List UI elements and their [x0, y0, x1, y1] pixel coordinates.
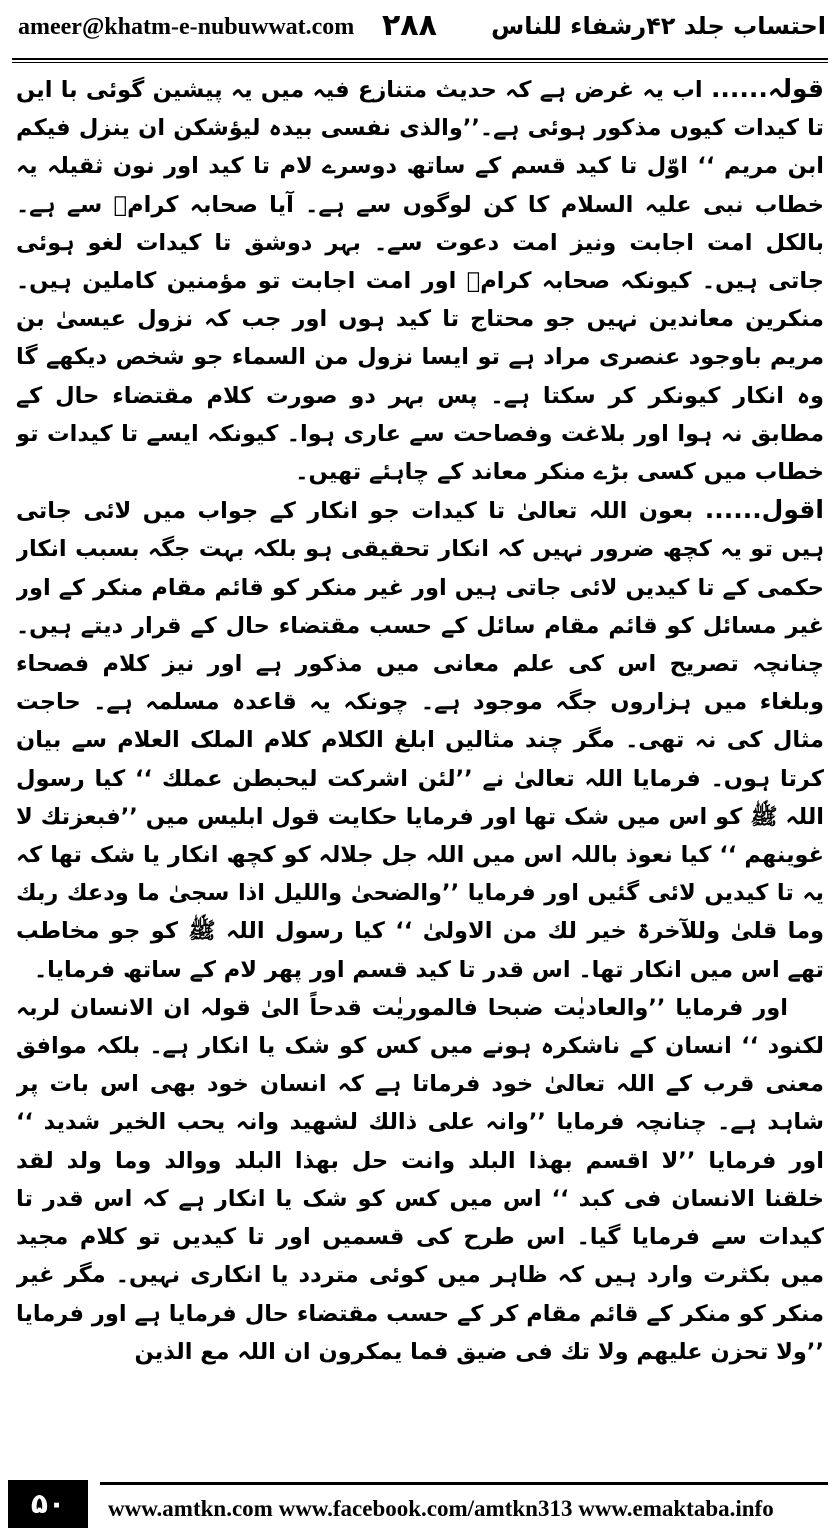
header-page-number: ۲۸۸	[382, 8, 437, 43]
footer-page-number: ۵۰	[8, 1480, 88, 1528]
header-divider	[12, 58, 828, 63]
body-text	[16, 70, 824, 1470]
header-book-title: احتساب جلد ۴۲رشفاء للناس	[491, 12, 826, 40]
footer-divider	[100, 1482, 828, 1485]
footer-website-links: www.amtkn.com www.facebook.com/amtkn313 www.emaktaba.info	[108, 1496, 774, 1521]
paragraph-qaulahu	[16, 70, 824, 491]
page-header	[0, 0, 840, 58]
paragraph-aqoolu	[16, 491, 824, 989]
paragraph-label: اقول......	[704, 495, 824, 525]
paragraph-label: قولہ......	[710, 74, 824, 103]
page-footer	[0, 1472, 840, 1540]
paragraph-text: اب یہ غرض ہے کہ حدیث متنازع فیہ میں یہ پیشین گوئی با ایں تا کیدات کیوں مذکور ہوئی ہے۔’’والذی نفسی بیدہ لیؤشکن ان ینزل فیکم ابن مریم ‘‘ اوّل تا کید قسم کے ساتھ دوسرے لام تا کید اور نون ثقیلہ یہ خطاب نبی علیہ السلام کا کن لوگوں سے ہے۔ آیا صحابہ کرامؓ سے ہے۔ بالکل امت اجابت ونیز امت دعوت سے۔ بہر دوشق تا کیدات لغو ہوئی جاتی ہیں۔ کیونکہ صحابہ کرامؓ اور امت اجابت تو مؤمنین کاملین ہیں۔ منکرین معاندین نہیں جو محتاج تا کید ہوں اور جب کہ نزول عیسیٰ بن مریم باوجود عنصری مراد ہے تو ایسا نزول من السماء جو شخص دیکھے گا وہ انکار کیونکر کر سکتا ہے۔ پس بہر دو صورت کلام مقتضاء حال کے مطابق نہ ہوا اور بلاغت وفصاحت سے عاری ہوا۔ کیونکہ ایسے تا کیدات تو خطاب میں کسی بڑے منکر معاند کے چاہئے تھیں۔	[16, 77, 824, 486]
paragraph-continuation	[16, 989, 824, 1371]
paragraph-text: بعون اللہ تعالیٰ تا کیدات جو انکار کے جواب میں لائی جاتی ہیں تو یہ کچھ ضرور نہیں کہ انکار تحقیقی ہو بلکہ بہت جگہ بسبب انکار حکمی کے تا کیدیں لائی جاتی ہیں اور غیر منکر کو قائم مقام منکر کے اور غیر مسائل کو قائم مقام سائل کے حسب مقتضاء حال کے قرار دیتے ہیں۔ چنانچہ تصریح اس کی علم معانی میں مذکور ہے اور نیز کلام فصحاء وبلغاء میں ہزاروں جگہ موجود ہے۔ چونکہ یہ قاعدہ مسلمہ ہے۔ حاجت مثال کی نہ تھی۔ مگر چند مثالیں ابلغ الکلام کلام الملک العلام سے بیان کرتا ہوں۔ فرمایا اللہ تعالیٰ نے ’’لئن اشرکت لیحبطن عملك ‘‘ کیا رسول اللہ ﷺ کو اس میں شک تھا اور فرمایا حکایت قول ابلیس میں ’’فبعزتك لا غوینھم ‘‘ کیا نعوذ باللہ اس میں اللہ جل جلالہ کو کچھ انکار یا شک تھا کہ یہ تا کیدیں لائی گئیں اور فرمایا ’’والضحیٰ واللیل اذا سجیٰ ما ودعك ربك وما قلیٰ وللآخرۃ خیر لك من الاولیٰ ‘‘ کیا رسول اللہ ﷺ کو جو مخاطب تھے اس میں انکار تھا۔ اس قدر تا کید قسم اور پھر لام کے ساتھ فرمایا۔	[16, 498, 824, 983]
header-email: ameer@khatm-e-nubuwwat.com	[18, 14, 355, 40]
paragraph-text: اور فرمایا ’’والعادیٰت ضبحا فالموریٰت قدحاً الیٰ قولہ ان الانسان لربہ لکنود ‘‘ انسان کے ناشکرہ ہونے میں کس کو شک یا انکار ہے۔ بلکہ موافق معنی قرب کے اللہ تعالیٰ خود فرماتا ہے کہ انسان خود بھی اس بات پر شاہد ہے۔ چنانچہ فرمایا ’’وانہ علی ذالك لشھید وانہ یحب الخیر شدید ‘‘ اور فرمایا ’’لا اقسم بھذا البلد وانت حل بھذا البلد ووالد وما ولد لقد خلقنا الانسان فی کبد ‘‘ اس میں کس کو شک یا انکار ہے کہ اس قدر تا کیدات سے فرمایا گیا۔ اس طرح کی قسمیں اور تا کیدیں تو کلام مجید میں بکثرت وارد ہیں کہ ظاہر میں کوئی متردد یا انکاری نہیں۔ مگر غیر منکر کو منکر کے قائم مقام کر کے حسب مقتضاء حال فرمایا ہے اور فرمایا ’’ولا تحزن علیھم ولا تك فی ضیق فما یمکرون ان اللہ مع الذین	[16, 994, 824, 1365]
